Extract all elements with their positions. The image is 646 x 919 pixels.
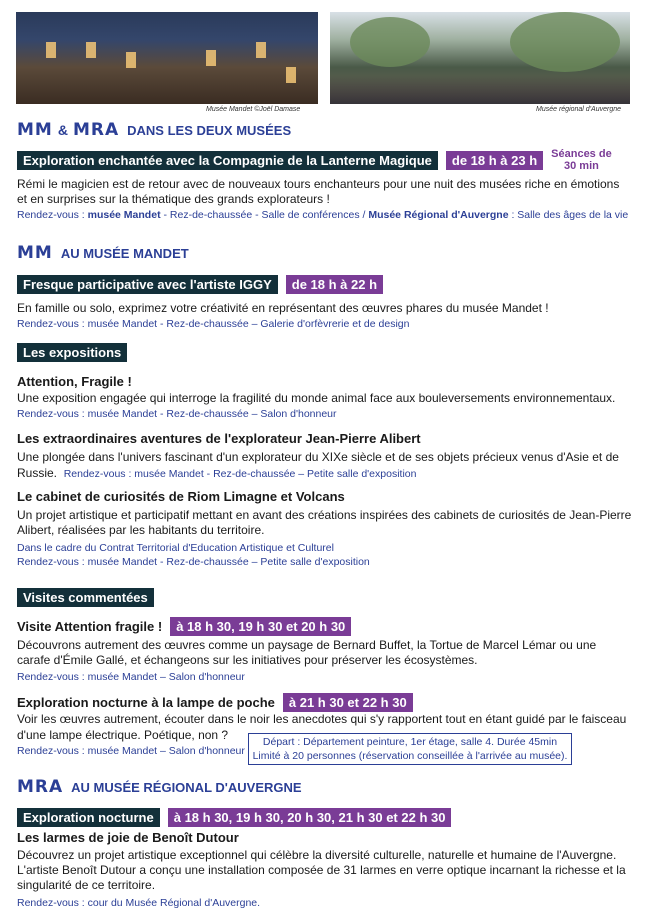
expo3-rendez-vous: Rendez-vous : musée Mandet - Rez-de-chaussée – Petite salle d'exposition bbox=[17, 556, 370, 568]
expositions-bar bbox=[17, 343, 127, 362]
window-light bbox=[286, 67, 296, 83]
expo3-note: Dans le cadre du Contrat Territorial d'Education Artistique et Culturel bbox=[17, 542, 334, 554]
visite2-time: à 21 h 30 et 22 h 30 bbox=[283, 693, 413, 712]
expo2-description: Une plongée dans l'univers fascinant d'un explorateur du XIXe siècle et de ses objets précieux venus d'Asie et de bbox=[17, 450, 619, 464]
rv-prefix: Rendez-vous : bbox=[17, 209, 88, 221]
fresque-title: Fresque participative avec l'artiste IGGY bbox=[17, 275, 278, 294]
rendez-vous bbox=[17, 209, 628, 222]
expositions-label: Les expositions bbox=[17, 343, 127, 362]
mra-event-title: Exploration nocturne bbox=[17, 808, 160, 827]
logo-mra: MRA bbox=[17, 777, 64, 797]
window-light bbox=[86, 42, 96, 58]
fresque-description: En famille ou solo, exprimez votre créativité en représentant des œuvres phares du musée Mandet ! bbox=[17, 301, 549, 315]
visite2-description: Voir les œuvres autrement, écouter dans le noir les anecdotes qui s'y rapportent tout en étant guidé par le faisceau bbox=[17, 712, 627, 726]
event-bar bbox=[17, 148, 612, 172]
event-description: Rémi le magicien est de retour avec de nouveaux tours enchanteurs pour une nuit des musées riche en émotions et en surprises sur la thématique des grands explorateurs ! bbox=[17, 177, 620, 206]
section-mandet bbox=[17, 243, 189, 263]
crowd bbox=[330, 76, 630, 104]
visite2-description-end: d'une lampe électrique. Poétique, non ? bbox=[17, 728, 229, 742]
visite1-title: Visite Attention fragile ! bbox=[17, 619, 163, 634]
visite1-rendez-vous: Rendez-vous : musée Mandet – Salon d'honneur bbox=[17, 671, 245, 683]
photo-credit-left: Musée Mandet ©Joël Damase bbox=[206, 106, 301, 113]
expo1-description: Une exposition engagée qui interroge la fragilité du monde animal face aux bouleversements environnementaux. bbox=[17, 391, 616, 405]
section-title: AU MUSÉE RÉGIONAL D'AUVERGNE bbox=[71, 779, 302, 795]
expo2-description-end bbox=[17, 466, 632, 481]
session-line1: Séances de bbox=[551, 148, 612, 160]
visite2-info-box bbox=[248, 733, 572, 765]
visite2-title: Exploration nocturne à la lampe de poche bbox=[17, 695, 275, 710]
section-title: DANS LES DEUX MUSÉES bbox=[127, 122, 292, 138]
expo1-title: Attention, Fragile ! bbox=[17, 374, 132, 389]
mra-rendez-vous: Rendez-vous : cour du Musée Régional d'Auvergne. bbox=[17, 897, 261, 909]
mra-subtitle: Les larmes de joie de Benoît Dutour bbox=[17, 830, 239, 845]
logo-mm: MM bbox=[17, 243, 53, 263]
mra-event-time: à 18 h 30, 19 h 30, 20 h 30, 21 h 30 et 22 h 30 bbox=[168, 808, 452, 827]
visite1-time: à 18 h 30, 19 h 30 et 20 h 30 bbox=[170, 617, 351, 636]
photo-credit-right: Musée régional d'Auvergne bbox=[536, 106, 622, 113]
expo2-title: Les extraordinaires aventures de l'explorateur Jean-Pierre Alibert bbox=[17, 431, 421, 446]
expo1-rendez-vous: Rendez-vous : musée Mandet - Rez-de-chaussée – Salon d'honneur bbox=[17, 408, 337, 420]
fresque-bar bbox=[17, 275, 383, 294]
expo2-rendez-vous: Rendez-vous : musée Mandet - Rez-de-chaussée – Petite salle d'exposition bbox=[63, 468, 417, 480]
visite1-description: Découvrons autrement des œuvres comme un paysage de Bernard Buffet, la Tortue de Marcel Lémar ou une carafe d'Émile Gallé, et échangeons sur les initiatives pour préserver les écosystèmes. bbox=[17, 638, 597, 667]
tree bbox=[350, 17, 430, 67]
session-line2: 30 min bbox=[564, 160, 599, 172]
rv-mid: - Rez-de-chaussée - Salle de conférences / bbox=[160, 209, 369, 221]
window-light bbox=[46, 42, 56, 58]
fresque-rendez-vous: Rendez-vous : musée Mandet - Rez-de-chaussée – Galerie d'orfèvrerie et de design bbox=[17, 318, 410, 330]
expo3-title: Le cabinet de curiosités de Riom Limagne et Volcans bbox=[17, 489, 345, 504]
event-time: de 18 h à 23 h bbox=[446, 151, 543, 170]
window-light bbox=[126, 52, 136, 68]
session-duration bbox=[551, 148, 612, 172]
section-title: AU MUSÉE MANDET bbox=[60, 245, 189, 261]
logo-mra: MRA bbox=[72, 120, 120, 140]
info-box-line2: Limité à 20 personnes (réservation conseillée à l'arrivée au musée). bbox=[252, 750, 568, 762]
ampersand: & bbox=[57, 122, 68, 138]
visite2-rendez-vous: Rendez-vous : musée Mandet – Salon d'honneur bbox=[17, 745, 245, 757]
fresque-time: de 18 h à 22 h bbox=[286, 275, 383, 294]
rv-place2: Musée Régional d'Auvergne bbox=[368, 209, 509, 221]
mra-description: Découvrez un projet artistique exceptionnel qui célèbre la diversité culturelle, naturelle et humaine de l'Auvergne. L'artiste Benoît Dutour a conçu une installation composée de 31 larmes en verre optique incarnant la richesse et la singularité de ce territoire. bbox=[17, 848, 626, 892]
logo-mm: MM bbox=[17, 120, 53, 140]
rv-place1: musée Mandet bbox=[87, 209, 161, 221]
mra-event-bar bbox=[17, 808, 451, 827]
visites-bar bbox=[17, 588, 154, 607]
tree bbox=[510, 12, 620, 72]
musee-mandet-photo bbox=[16, 12, 318, 104]
section-both-museums bbox=[17, 120, 291, 140]
visites-label: Visites commentées bbox=[17, 588, 154, 607]
visite1-heading bbox=[17, 617, 351, 636]
info-box-line1: Départ : Département peinture, 1er étage, salle 4. Durée 45min bbox=[262, 736, 558, 748]
window-light bbox=[256, 42, 266, 58]
visite2-heading bbox=[17, 693, 413, 712]
event-title: Exploration enchantée avec la Compagnie de la Lanterne Magique bbox=[17, 151, 438, 170]
rv-end: : Salle des âges de la vie bbox=[508, 209, 629, 221]
window-light bbox=[206, 50, 216, 66]
expo3-description: Un projet artistique et participatif mettant en avant des créations inspirées des cabinets de curiosités de Jean-Pierre Alibert, réalisées par les habitants du territoire. bbox=[17, 508, 632, 537]
musee-regional-photo bbox=[330, 12, 630, 104]
section-mra bbox=[17, 777, 302, 797]
expo2-desc2: Russie. bbox=[17, 466, 58, 480]
